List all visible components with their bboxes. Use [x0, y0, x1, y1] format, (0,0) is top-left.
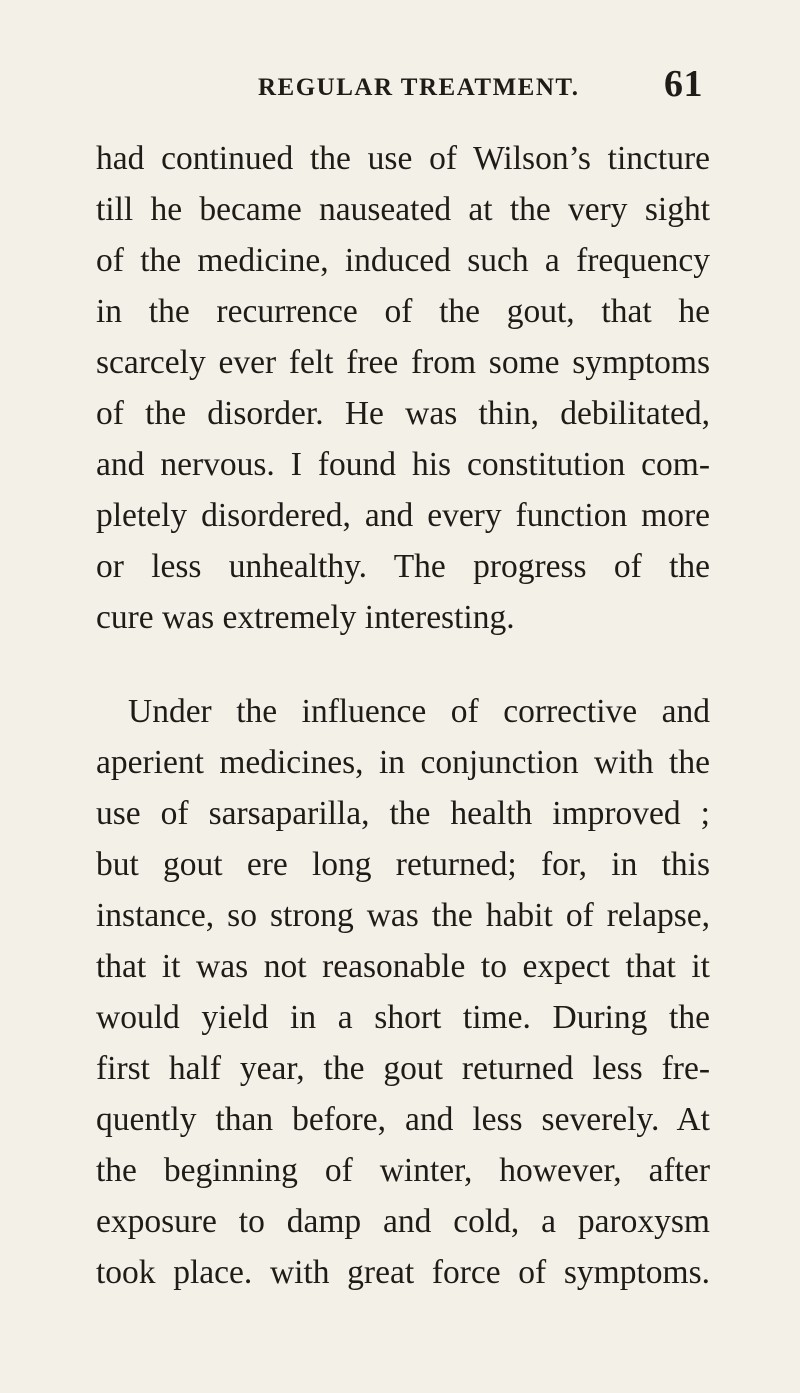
page-number: 61 [664, 63, 703, 105]
text-line: of the disorder. He was thin, debilitated, [96, 395, 710, 432]
text-line: quently than before, and less severely. At [96, 1101, 710, 1138]
text-line: aperient medicines, in conjunction with the [96, 744, 710, 781]
text-line: till he became nauseated at the very sight [96, 191, 710, 228]
text-line: first half year, the gout returned less fre- [96, 1050, 710, 1087]
text-line: of the medicine, induced such a frequency [96, 242, 710, 279]
text-line: exposure to damp and cold, a paroxysm [96, 1203, 710, 1240]
running-header [258, 63, 708, 106]
text-line: use of sarsaparilla, the health improved ; [96, 795, 710, 832]
text-line: instance, so strong was the habit of relapse, [96, 897, 710, 934]
text-line: Under the influence of corrective and [128, 693, 710, 730]
text-line: and nervous. I found his constitution com- [96, 446, 710, 483]
chapter-title: REGULAR TREATMENT. [258, 74, 580, 101]
text-line: but gout ere long returned; for, in this [96, 846, 710, 883]
text-line: the beginning of winter, however, after [96, 1152, 710, 1189]
text-line: took place. with great force of symptoms. [96, 1254, 710, 1291]
text-line: that it was not reasonable to expect that it [96, 948, 710, 985]
text-line: or less unhealthy. The progress of the [96, 548, 710, 585]
text-line: scarcely ever felt free from some symptoms [96, 344, 710, 381]
text-line: pletely disordered, and every function more [96, 497, 710, 534]
text-line: cure was extremely interesting. [96, 599, 515, 636]
text-line: in the recurrence of the gout, that he [96, 293, 710, 330]
text-line: had continued the use of Wilson’s tincture [96, 140, 710, 177]
text-line: would yield in a short time. During the [96, 999, 710, 1036]
